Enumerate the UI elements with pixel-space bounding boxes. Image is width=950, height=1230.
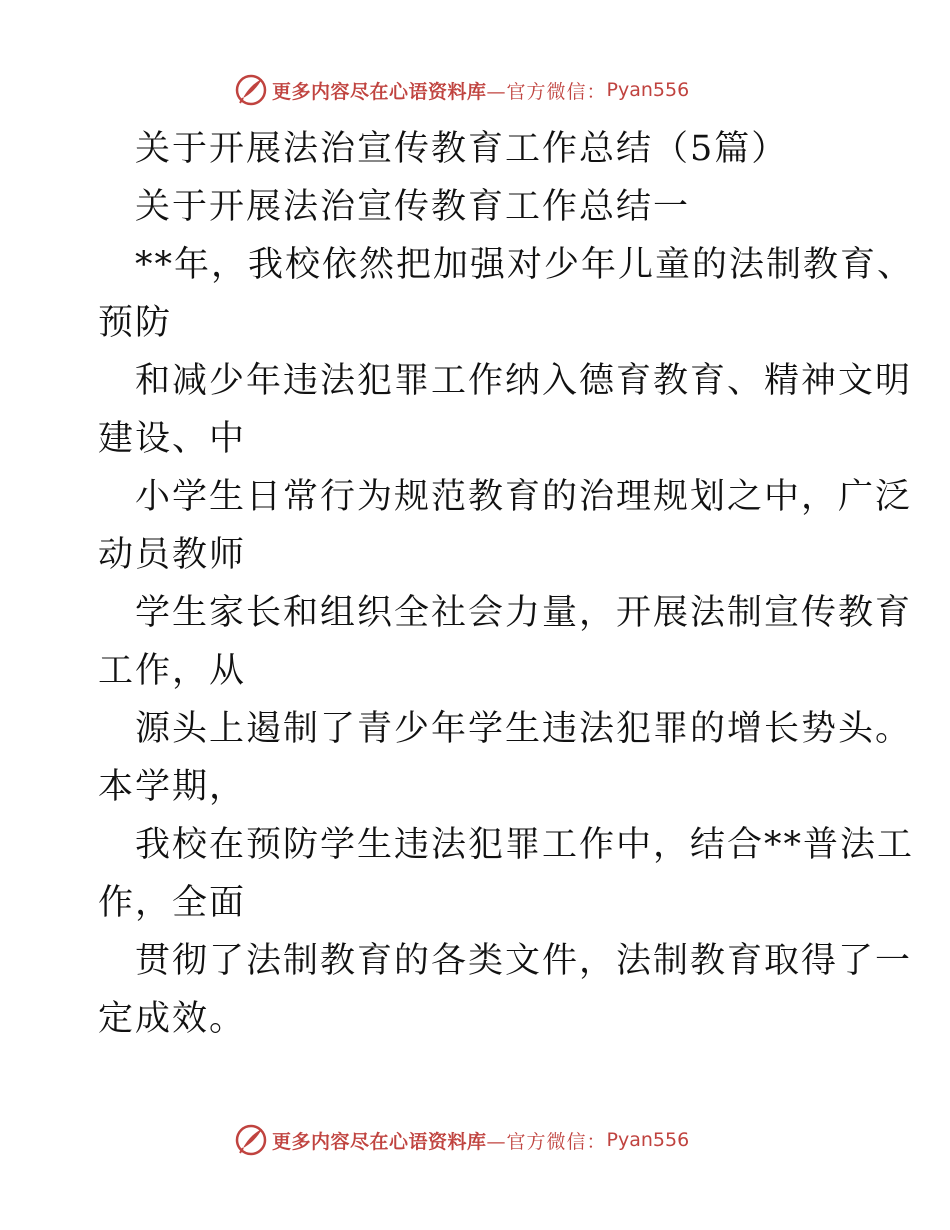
paragraph-line: 作，全面	[98, 883, 247, 923]
document-title: 关于开展法治宣传教育工作总结（5篇）	[135, 129, 789, 169]
paragraph-line: 预防	[98, 303, 173, 343]
watermark-wechat-id: Pyan556	[606, 79, 690, 101]
watermark-sub-text: —官方微信：	[486, 80, 607, 103]
paragraph-line: 定成效。	[98, 999, 247, 1039]
watermark-wechat-id: Pyan556	[606, 1129, 690, 1151]
watermark-sub-text: —官方微信：	[486, 1130, 607, 1153]
paragraph-line: 和减少年违法犯罪工作纳入德育教育、精神文明	[135, 361, 913, 401]
paragraph-line: **年，我校依然把加强对少年儿童的法制教育、	[135, 245, 915, 285]
paragraph-line: 动员教师	[98, 535, 247, 575]
paragraph-line: 工作，从	[98, 651, 247, 691]
watermark-main-text: 更多内容尽在心语资料库	[272, 1130, 487, 1153]
watermark-main-text: 更多内容尽在心语资料库	[272, 80, 487, 103]
section-heading: 关于开展法治宣传教育工作总结一	[135, 187, 691, 227]
footer-watermark	[234, 1123, 689, 1157]
paragraph-line: 小学生日常行为规范教育的治理规划之中，广泛	[135, 477, 913, 517]
paragraph-line: 本学期，	[98, 767, 247, 807]
quill-logo-icon	[234, 1123, 268, 1157]
header-watermark	[234, 73, 689, 107]
paragraph-line: 建设、中	[98, 419, 247, 459]
paragraph-line: 源头上遏制了青少年学生违法犯罪的增长势头。	[135, 709, 913, 749]
quill-logo-icon	[234, 73, 268, 107]
paragraph-line: 贯彻了法制教育的各类文件，法制教育取得了一	[135, 941, 913, 981]
paragraph-line: 学生家长和组织全社会力量，开展法制宣传教育	[135, 593, 913, 633]
paragraph-line: 我校在预防学生违法犯罪工作中，结合**普法工	[135, 825, 915, 865]
document-body	[98, 120, 915, 1048]
